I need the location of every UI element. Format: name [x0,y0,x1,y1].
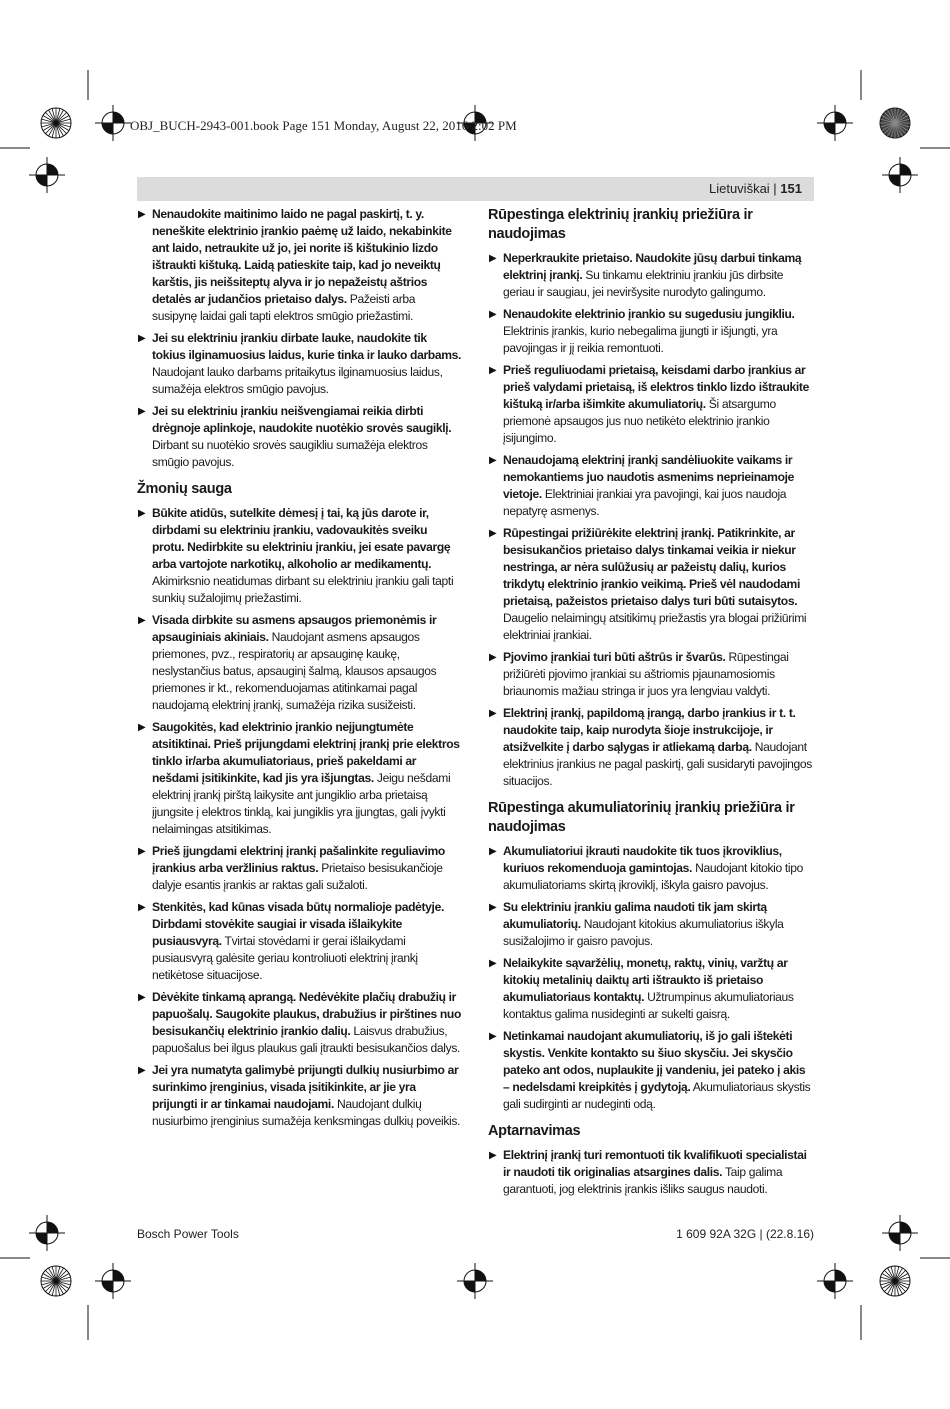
safety-instruction-item [137,505,461,607]
instruction-explanation-text: Rūpestingai prižiūrėti pjovimo įrankiai su aštriomis pjaunamosiomis briaunomis mažiau stringa ir juos yra lengviau valdyti. [503,650,789,698]
instruction-bold-text: Visada dirbkite su asmens apsaugos priemonėmis ir apsauginiais akiniais. [152,613,437,644]
triangle-arrow-icon: ▶ [489,902,497,913]
safety-instruction-item [137,989,461,1057]
instruction-explanation-text: Ši atsargumo priemonė apsaugos jus nuo netikėto elektrinio įrankio įsijungimo. [503,397,776,445]
footer-docnumber: 1 609 92A 32G | (22.8.16) [676,1227,814,1241]
instruction-bold-text: Su elektriniu įrankiu galima naudoti tik jam skirtą akumuliatorių. [503,900,767,931]
instruction-bold-text: Saugokitės, kad elektrinio įrankio neįjungtumėte atsitiktinai. Prieš prijungdami elektrinį įrankį prie elektros tinklo ir/arba akumuliatoriaus, prieš pakeldami ar nešdami įsitikinkite, kad jis yra išjungtas. [152,720,460,785]
triangle-arrow-icon: ▶ [489,846,497,857]
safety-instruction-item [488,705,812,790]
instruction-bold-text: Nenaudojamą elektrinį įrankį sandėliuokite vaikams ir nemokantiems juo naudotis asmenims neprieinamoje vietoje. [503,453,795,501]
safety-instruction-item [488,899,812,950]
page-header-band [137,177,814,201]
instruction-bold-text: Akumuliatoriui įkrauti naudokite tik tuos įkroviklius, kuriuos rekomenduoja gamintojas. [503,844,782,875]
instruction-explanation-text: Tvirtai stovėdami ir gerai išlaikydami pusiausvyrą galėsite geriau kontroliuoti elektrinį įrankį netikėtose situacijose. [152,934,418,982]
crosshair-registration-mark-icon [817,105,853,141]
instruction-bold-text: Jei yra numatyta galimybė prijungti dulkių nusiurbimo ar surinkimo įrenginius, visada įsitikinkite, ar jie yra prijungti ir ar tinkamai naudojami. [152,1063,459,1111]
crosshair-registration-mark-icon [29,1215,65,1251]
triangle-arrow-icon: ▶ [138,406,146,417]
instruction-bold-text: Elektrinį įrankį, papildomą įrangą, darbo įrankius ir t. t. naudokite taip, kaip nurodyta šioje instrukcijoje, ir atsižvelkite į darbo sąlygas ir atliekamą darbą. [503,706,796,754]
instruction-explanation-text: Su tinkamu elektriniu įrankiu jūs dirbsite geriau ir saugiau, jei neviršysite nurodyto galingumo. [503,268,784,299]
page-number: 151 [780,181,802,196]
left-column [137,206,461,1135]
safety-instruction-item [488,1028,812,1113]
triangle-arrow-icon: ▶ [138,992,146,1003]
triangle-arrow-icon: ▶ [138,1065,146,1076]
radial-star-target-icon [880,108,910,138]
crosshair-registration-mark-icon [95,1263,131,1299]
instruction-bold-text: Jei su elektriniu įrankiu neišvengiamai reikia dirbti drėgnoje aplinkoje, naudokite nuotėkio srovės saugiklį. [152,404,452,435]
safety-instruction-item [488,649,812,700]
triangle-arrow-icon: ▶ [489,253,497,264]
triangle-arrow-icon: ▶ [489,455,497,466]
crosshair-registration-mark-icon [882,1215,918,1251]
triangle-arrow-icon: ▶ [138,615,146,626]
instruction-bold-text: Stenkitės, kad kūnas visada būtų normalioje padėtyje. Dirbdami stovėkite saugiai ir visada išlaikykite pusiausvyrą. [152,900,444,948]
safety-instruction-item [488,452,812,520]
instruction-explanation-text: Užtrumpinus akumuliatoriaus kontaktus galima nusideginti ar sukelti gaisrą. [503,990,794,1021]
right-column [488,206,812,1203]
instruction-bold-text: Nelaikykite sąvaržėlių, monetų, raktų, vinių, varžtų ar kitokių metalinių daiktų arti ištraukto iš prietaiso akumuliatoriaus kontaktų. [503,956,788,1004]
section-heading: Aptarnavimas [488,1123,581,1139]
triangle-arrow-icon: ▶ [138,333,146,344]
page-header [709,181,802,196]
triangle-arrow-icon: ▶ [489,652,497,663]
header-separator: | [769,181,781,196]
instruction-bold-text: Netinkamai naudojant akumuliatorių, iš jo gali ištekėti skystis. Venkite kontakto su šiuo skysčiu. Jei skysčio pateko ant odos, nuplaukite jį vandeniu, jei pateko į akis – nedelsdami kreipkitės į gydytoją. [503,1029,806,1094]
safety-instruction-item [488,1147,812,1198]
instruction-explanation-text: Naudojant kitokio tipo akumuliatoriams skirtą įkroviklį, iškyla gaisro pavojus. [503,861,804,892]
safety-instruction-item [488,843,812,894]
triangle-arrow-icon: ▶ [489,365,497,376]
instruction-explanation-text: Taip galima garantuoti, jog elektrinis įrankis išliks saugus naudoti. [503,1165,783,1196]
instruction-explanation-text: Naudojant elektrinius įrankius ne pagal paskirtį, gali susidaryti pavojingos situacijos. [503,740,812,788]
safety-instruction-item [137,1062,461,1130]
triangle-arrow-icon: ▶ [138,722,146,733]
safety-instruction-item [137,330,461,398]
instruction-bold-text: Dėvėkite tinkamą aprangą. Nedėvėkite plačių drabužių ir papuošalų. Saugokite plaukus, drabužius ir pirštines nuo besisukančių elektrinio įrankio dalių. [152,990,461,1038]
triangle-arrow-icon: ▶ [138,902,146,913]
safety-instruction-item [488,955,812,1023]
safety-instruction-item [137,403,461,471]
crosshair-registration-mark-icon [95,105,131,141]
crosshair-registration-mark-icon [457,1263,493,1299]
safety-instruction-item [137,612,461,714]
instruction-bold-text: Nenaudokite elektrinio įrankio su sugedusiu jungikliu. [503,307,795,321]
triangle-arrow-icon: ▶ [489,708,497,719]
safety-instruction-item [488,525,812,644]
instruction-explanation-text: Naudojant kitokius akumuliatorius iškyla susižalojimo ir gaisro pavojus. [503,917,784,948]
triangle-arrow-icon: ▶ [138,846,146,857]
instruction-bold-text: Būkite atidūs, sutelkite dėmesį į tai, ką jūs darote ir, dirbdami su elektriniu įrankiu, vadovaukitės sveiku protu. Nedirbkite su elektriniu įrankiu, jei esate pavargę arba vartojote narkotikų, alkoholio ar medikamentų. [152,506,451,571]
triangle-arrow-icon: ▶ [138,508,146,519]
triangle-arrow-icon: ▶ [489,309,497,320]
instruction-bold-text: Neperkraukite prietaiso. Naudokite jūsų darbui tinkamą elektrinį įrankį. [503,251,802,282]
crosshair-registration-mark-icon [817,1263,853,1299]
instruction-explanation-text: Dirbant su nuotėkio srovės saugikliu sumažėja elektros smūgio pavojus. [152,438,428,469]
instruction-bold-text: Rūpestingai prižiūrėkite elektrinį įrankį. Patikrinkite, ar besisukančios prietaiso dalys tinkamai veikia ir niekur nestringa, ar nėra sulūžusių ar pažeistų dalių, kurios trikdytų elektrinio įrankio veikimą. Prieš vėl naudodami prietaisą, pažeistos prietaiso dalys turi būti sutaisytos. [503,526,800,608]
instruction-bold-text: Nenaudokite maitinimo laido ne pagal paskirtį, t. y. neneškite elektrinio įrankio paėmę už laido, nekabinkite ant laido, netraukite už jo, jei norite iš kištukinio lizdo ištraukti kištuką. Laidą patieskite taip, kad jo neveiktų karštis, jis neišsiteptų alyva ir jo nepažeistų aštrios detalės ar judančios prietaiso dalys. [152,207,452,306]
instruction-explanation-text: Akumuliatoriaus skystis gali sudirginti ar nudeginti odą. [503,1080,811,1111]
print-file-header: OBJ_BUCH-2943-001.book Page 151 Monday, August 22, 2016 2:02 PM [130,118,517,133]
radial-star-target-icon [41,1266,71,1296]
instruction-explanation-text: Daugelio nelaimingų atsitikimų priežastis yra blogai prižiūrimi elektriniai įrankiai. [503,611,807,642]
instruction-explanation-text: Elektrinis įrankis, kurio nebegalima įjungti ir išjungti, yra pavojingas ir jį reikia remontuoti. [503,324,778,355]
instruction-explanation-text: Pažeisti arba susipynę laidai gali tapti elektros smūgio priežastimi. [152,292,416,323]
safety-instruction-item [137,206,461,325]
safety-instruction-item [137,719,461,838]
safety-instruction-item [137,843,461,894]
safety-instruction-item [488,362,812,447]
safety-instruction-item [488,250,812,301]
section-heading: Rūpestinga elektrinių įrankių priežiūra ir naudojimas [488,207,753,242]
triangle-arrow-icon: ▶ [489,1150,497,1161]
instruction-explanation-text: Naudojant lauko darbams pritaikytus ilginamuosius laidus, sumažėja elektros smūgio pavojus. [152,365,443,396]
section-heading: Žmonių sauga [137,481,232,497]
triangle-arrow-icon: ▶ [489,528,497,539]
safety-instruction-item [488,306,812,357]
header-language: Lietuviškai [708,181,770,196]
instruction-explanation-text: Elektriniai įrankiai yra pavojingi, kai juos naudoja nepatyrę asmenys. [503,487,787,518]
crosshair-registration-mark-icon [882,157,918,193]
section-heading: Rūpestinga akumuliatorinių įrankių priežiūra ir naudojimas [488,800,795,835]
instruction-bold-text: Elektrinį įrankį turi remontuoti tik kvalifikuoti specialistai ir naudoti tik originalias atsargines dalis. [503,1148,807,1179]
triangle-arrow-icon: ▶ [489,1031,497,1042]
radial-star-target-icon [880,1266,910,1296]
instruction-bold-text: Prieš reguliuodami prietaisą, keisdami darbo įrankius ar prieš valydami prietaisą, iš elektros tinklo lizdo ištraukite kištuką ir/arba išimkite akumuliatorių. [503,363,809,411]
instruction-explanation-text: Laisvus drabužius, papuošalus bei ilgus plaukus gali įtraukti besisukančios dalys. [152,1024,461,1055]
instruction-explanation-text: Jeigu nešdami elektrinį įrankį pirštą laikysite ant jungiklio arba prietaisą įjungsite į elektros tinklą, kai jungiklis yra įjungtas, gali įvykti nelaimingas atsitikimas. [152,771,451,836]
instruction-bold-text: Prieš įjungdami elektrinį įrankį pašalinkite reguliavimo įrankius arba veržlinius raktus. [152,844,445,875]
instruction-explanation-text: Akimirksnio neatidumas dirbant su elektriniu įrankiu gali tapti sunkių sužalojimų priežastimi. [152,574,454,605]
triangle-arrow-icon: ▶ [489,958,497,969]
crosshair-registration-mark-icon [29,157,65,193]
safety-instruction-item [137,899,461,984]
instruction-bold-text: Jei su elektriniu įrankiu dirbate lauke, naudokite tik tokius ilginamuosius laidus, kurie tinka ir lauko darbams. [152,331,462,362]
instruction-bold-text: Pjovimo įrankiai turi būti aštrūs ir švarūs. [503,650,726,664]
radial-star-target-icon [41,108,71,138]
triangle-arrow-icon: ▶ [138,209,146,220]
instruction-explanation-text: Prietaiso besisukančioje dalyje esantis įrankis ar raktas gali sužaloti. [152,861,443,892]
instruction-explanation-text: Naudojant dulkių nusiurbimo įrenginius sumažėja kenksmingas dulkių poveikis. [152,1097,461,1128]
instruction-explanation-text: Naudojant asmens apsaugos priemones, pvz., respiratorių ar apsauginę kaukę, neslystančius batus, apsauginį šalmą, klausos apsaugos priemones ir kt., rekomenduojamas atitinkamai pagal naudojamą elektrinį įrankį, sumažėja rizika susižeisti. [152,630,437,712]
footer-brand: Bosch Power Tools [137,1227,239,1241]
